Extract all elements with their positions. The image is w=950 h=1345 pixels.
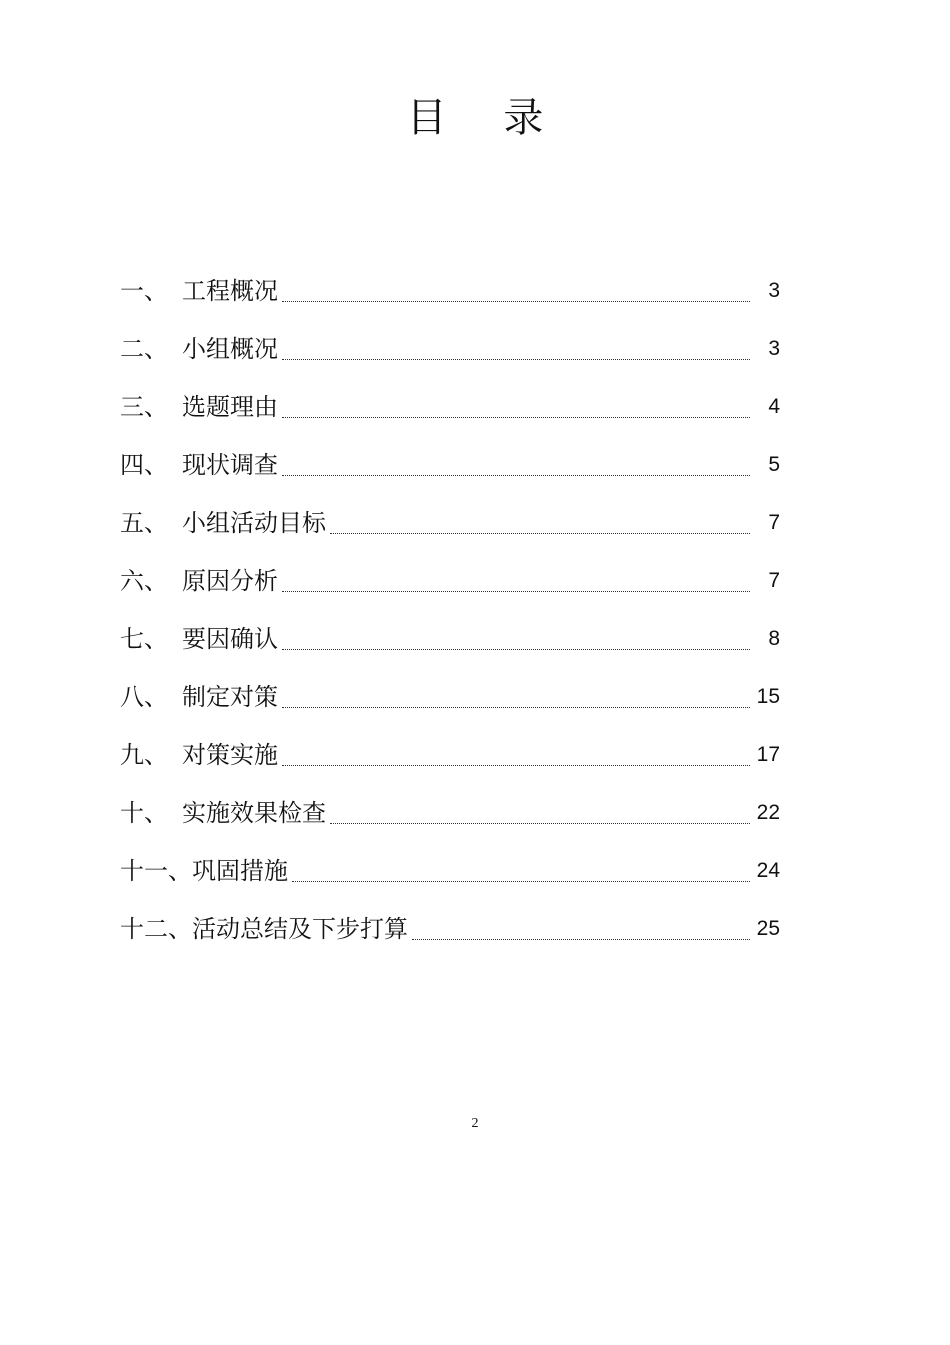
toc-entry[interactable] — [120, 250, 780, 308]
toc-entry-title: 实施效果检查 — [182, 799, 326, 827]
toc-entry-title: 巩固措施 — [192, 857, 288, 885]
toc-entry-title: 制定对策 — [182, 683, 278, 711]
toc-entry-number: 九、 — [120, 741, 168, 769]
toc-entry[interactable] — [120, 830, 780, 888]
page-number: 2 — [471, 1116, 479, 1131]
toc-entry[interactable] — [120, 540, 780, 598]
toc-entry-page: 8 — [768, 627, 780, 650]
toc-leader-dots — [292, 880, 750, 882]
toc-entry-page: 17 — [756, 743, 780, 766]
toc-entry-title: 现状调查 — [182, 451, 278, 479]
toc-entry-title: 活动总结及下步打算 — [192, 915, 408, 943]
toc-entry[interactable] — [120, 888, 780, 946]
toc-entry-page: 4 — [768, 395, 780, 418]
toc-entry-title: 要因确认 — [182, 625, 278, 653]
toc-entry-page: 7 — [768, 569, 780, 592]
toc-entry[interactable] — [120, 714, 780, 772]
toc-entry[interactable] — [120, 482, 780, 540]
toc-entry-number: 八、 — [120, 683, 168, 711]
toc-entry-number: 四、 — [120, 451, 168, 479]
toc-entry-page: 15 — [756, 685, 780, 708]
toc-entry-title: 小组概况 — [182, 335, 278, 363]
toc-entry-number: 七、 — [120, 625, 168, 653]
toc-entry-title: 选题理由 — [182, 393, 278, 421]
toc-entry-number: 三、 — [120, 393, 168, 421]
toc-entry-number: 五、 — [120, 509, 168, 537]
toc-entry[interactable] — [120, 656, 780, 714]
toc-leader-dots — [282, 300, 750, 302]
toc-entry-page: 3 — [768, 279, 780, 302]
toc-leader-dots — [282, 706, 750, 708]
toc-entry[interactable] — [120, 366, 780, 424]
toc-entry-page: 3 — [768, 337, 780, 360]
toc-entry-number: 六、 — [120, 567, 168, 595]
toc-entry-title: 工程概况 — [182, 277, 278, 305]
toc-entry-page: 24 — [756, 859, 780, 882]
toc-entry-title: 原因分析 — [182, 567, 278, 595]
toc-leader-dots — [282, 764, 750, 766]
toc-entry[interactable] — [120, 424, 780, 482]
toc-entry-number: 十二、 — [120, 915, 192, 943]
toc-entry-page: 5 — [768, 453, 780, 476]
toc-leader-dots — [282, 474, 750, 476]
toc-leader-dots — [282, 590, 750, 592]
toc-leader-dots — [330, 532, 750, 534]
toc-entry-page: 22 — [756, 801, 780, 824]
toc-entry[interactable] — [120, 772, 780, 830]
toc-entry-title: 对策实施 — [182, 741, 278, 769]
page-title: 目 录 — [406, 95, 566, 141]
toc-entry-number: 十一、 — [120, 857, 192, 885]
toc-entry-number: 二、 — [120, 335, 168, 363]
toc-entry[interactable] — [120, 308, 780, 366]
toc-entry[interactable] — [120, 598, 780, 656]
toc-leader-dots — [282, 416, 750, 418]
toc-leader-dots — [412, 938, 750, 940]
toc-entry-number: 一、 — [120, 277, 168, 305]
toc-entry-title: 小组活动目标 — [182, 509, 326, 537]
toc-leader-dots — [282, 358, 750, 360]
toc-entry-page: 7 — [768, 511, 780, 534]
toc-entry-page: 25 — [756, 917, 780, 940]
toc-leader-dots — [282, 648, 750, 650]
table-of-contents — [120, 250, 780, 946]
toc-leader-dots — [330, 822, 750, 824]
toc-entry-number: 十、 — [120, 799, 168, 827]
